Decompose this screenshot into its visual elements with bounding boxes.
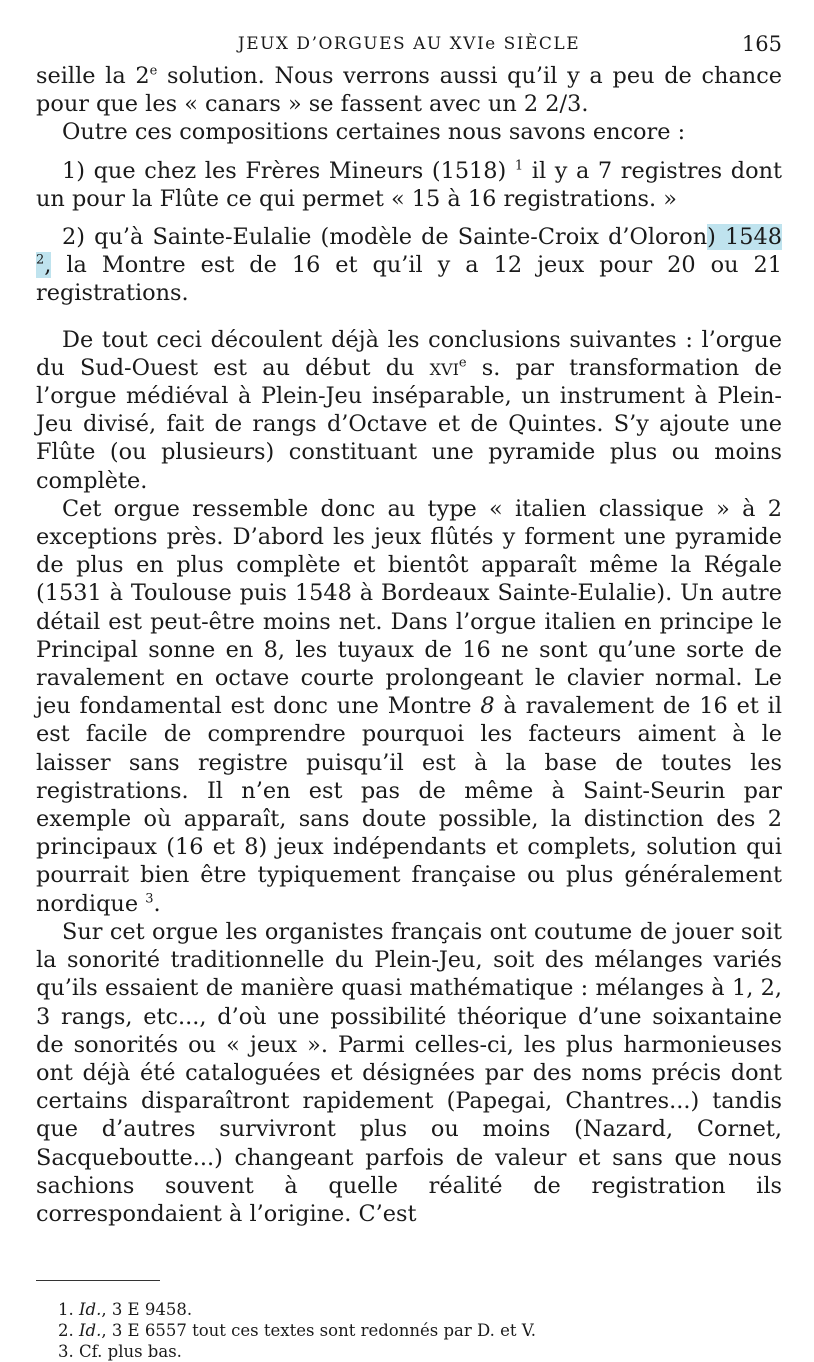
small-caps-text: xvi [429, 354, 459, 381]
footnote-text: , 3 E 6557 tout ces textes sont redonnés par D. et V. [101, 1321, 537, 1341]
text-run: 2) qu’à Sainte-Eulalie (modèle de Sainte-Croix d’Oloron [62, 224, 708, 251]
paragraph-2: Outre ces compositions certaines nous savons encore : [62, 119, 686, 146]
footnote-ref-2[interactable]: 2 [36, 252, 45, 268]
text-run: De tout ceci découlent déjà les conclusions suivantes : l’orgue du Sud-Ouest est au début du [36, 326, 782, 381]
italic-text: Id. [79, 1321, 102, 1341]
text-run: 1) que chez les Frères Mineurs (1518) [62, 157, 515, 184]
running-head [36, 30, 782, 62]
paragraph-7: Sur cet orgue les organistes français ont coutume de jouer soit la sonorité traditionnelle du Plein-Jeu, soit des mélanges variés qu’ils essaient de manière quasi mathématique : mélanges à 1, 2, 3 rangs, etc..., d’où une possibilité théorique d’une soixantaine de sonorités ou « jeux ». Parmi celles-ci, les plus harmonieuses ont déjà été cataloguées et désignées par des noms précis dont certains disparaîtront rapidement (Papegai, Chantres...) tandis que d’autres survivront plus ou moins (Nazard, Cornet, Sacqueboutte...) changeant parfois de valeur et sans que nous sachions souvent à quelle réalité de registration ils correspondaient à l’origine. C’est [36, 918, 782, 1227]
running-title: JEUX D’ORGUES AU XVIe SIÈCLE [237, 34, 581, 54]
text-run: la Montre est de 16 et qu’il y a 12 jeux pour 20 ou 21 registrations. [36, 252, 782, 307]
footnote-text: , 3 E 9458. [101, 1300, 193, 1320]
text-run: Cet orgue ressemble donc au type « italien classique » à 2 exceptions près. D’abord les jeux flûtés y forment une pyramide de plus en plus complète et bientôt apparaît même la Régale (1531 à Toulouse puis 1548 à Bordeaux Sainte-Eulalie). Un autre détail est peut-être moins net. Dans l’orgue italien en principe le Principal sonne en 8, les tuyaux de 16 ne sont qu’une sorte de ravalement en octave courte prolongeant le clavier normal. Le jeu fondamental est donc une Montre [36, 495, 782, 720]
italic-text: 8 [480, 693, 495, 720]
paragraph-1 [36, 62, 782, 118]
footnote-text: Cf. plus bas. [79, 1342, 182, 1362]
text-run: ) 1548 [707, 224, 782, 251]
text-run: , [44, 252, 52, 279]
text-run: seille la 2 [36, 63, 150, 89]
footnote-number: 2. [58, 1321, 79, 1341]
superscript: e [458, 355, 467, 371]
paragraph-5 [36, 326, 782, 495]
footnote-3 [36, 1341, 782, 1362]
footnote-ref-1[interactable]: 1 [514, 158, 524, 174]
paragraph-3 [36, 157, 782, 213]
text-run: s. par transformation de l’orgue médiéval à Plein-Jeu inséparable, un instrument à Plein-Jeu divisé, fait de rangs d’Octave et de Quintes. S’y ajoute une Flûte (ou plusieurs) constituant une pyramide plus ou moins complète. [36, 354, 782, 494]
italic-text: Id. [79, 1300, 102, 1320]
footnote-2 [36, 1320, 782, 1341]
text-run: il y a 7 registres dont un pour la Flûte ce qui permet « 15 à 16 registrations. » [36, 157, 782, 212]
footnote-number: 3. [58, 1342, 79, 1362]
footnote-rule [36, 1280, 160, 1281]
footnote-ref-3[interactable]: 3 [145, 891, 154, 907]
text-run: solution. Nous verrons aussi qu’il y a peu de chance pour que les « canars » se fassent avec un 2 2/3. [36, 63, 782, 118]
paragraph-6 [36, 495, 782, 918]
superscript: e [149, 63, 158, 79]
paragraph-4 [36, 223, 782, 308]
book-page [36, 30, 782, 1362]
text-run: . [153, 890, 161, 917]
footnote-1 [36, 1299, 782, 1320]
footnote-number: 1. [58, 1300, 79, 1320]
text-run: à ravalement de 16 et il est facile de comprendre pourquoi les facteurs aiment à le laisser sans registre puisqu’il est à la base de toutes les registrations. Il n’en est pas de même à Saint-Seurin par exemple où apparaît, sans doute possible, la distinction des 2 principaux (16 et 8) jeux indépendants et complets, solution qui pourrait bien être typiquement française ou plus généralement nordique [36, 693, 783, 917]
page-number: 165 [741, 32, 782, 56]
